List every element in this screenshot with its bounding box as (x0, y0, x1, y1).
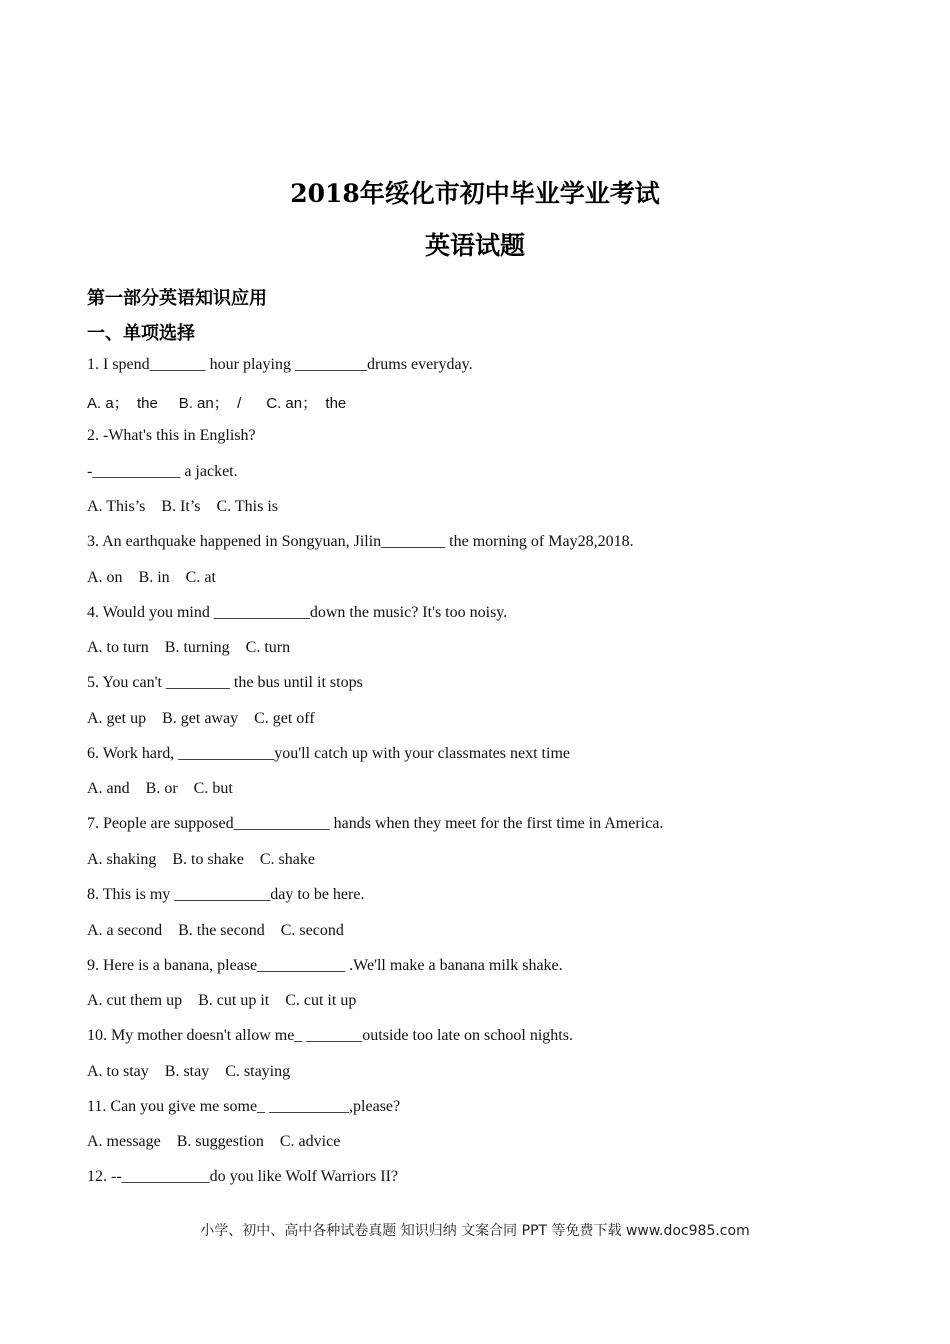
options-4: A. to turn B. turning C. turn (87, 639, 291, 656)
options-6: A. and B. or C. but (87, 780, 233, 797)
options-11: A. message B. suggestion C. advice (87, 1133, 341, 1150)
question-8: 8. This is my ____________day to be here. (87, 886, 365, 903)
question-9: 9. Here is a banana, please___________ .We'll make a banana milk shake. (87, 957, 563, 974)
question-4: 4. Would you mind ____________down the music? It's too noisy. (87, 604, 508, 621)
options-1: A. a； the B. an； / C. an； the (87, 395, 347, 412)
options-10: A. to stay B. stay C. staying (87, 1063, 291, 1080)
options-3: A. on B. in C. at (87, 569, 216, 586)
question-5: 5. You can't ________ the bus until it stops (87, 674, 363, 691)
exam-subtitle: 英语试题 (424, 231, 525, 260)
question-1: 1. I spend_______ hour playing _________drums everyday. (87, 356, 473, 373)
section-heading: 一、单项选择 (87, 323, 195, 344)
options-2: A. This’s B. It’s C. This is (87, 498, 278, 515)
options-9: A. cut them up B. cut up it C. cut it up (87, 992, 357, 1009)
options-5: A. get up B. get away C. get off (87, 710, 315, 727)
question-12: 12. --___________do you like Wolf Warriors II? (87, 1168, 398, 1185)
question-3: 3. An earthquake happened in Songyuan, Jilin________ the morning of May28,2018. (87, 533, 634, 550)
exam-title: 2018年绥化市初中毕业学业考试 (290, 179, 660, 208)
footer-note: 小学、初中、高中各种试卷真题 知识归纳 文案合同 PPT 等免费下载 www.doc985.com (200, 1223, 750, 1239)
question-10: 10. My mother doesn't allow me_ _______outside too late on school nights. (87, 1027, 573, 1044)
question-7: 7. People are supposed____________ hands when they meet for the first time in America. (87, 815, 664, 832)
question-11: 11. Can you give me some_ __________,please? (87, 1098, 401, 1115)
question-2-answer-line: -___________ a jacket. (87, 463, 238, 480)
options-7: A. shaking B. to shake C. shake (87, 851, 315, 868)
options-8: A. a second B. the second C. second (87, 922, 344, 939)
question-6: 6. Work hard, ____________you'll catch up with your classmates next time (87, 745, 570, 762)
part-heading: 第一部分英语知识应用 (87, 288, 267, 309)
question-2: 2. -What's this in English? (87, 427, 256, 444)
